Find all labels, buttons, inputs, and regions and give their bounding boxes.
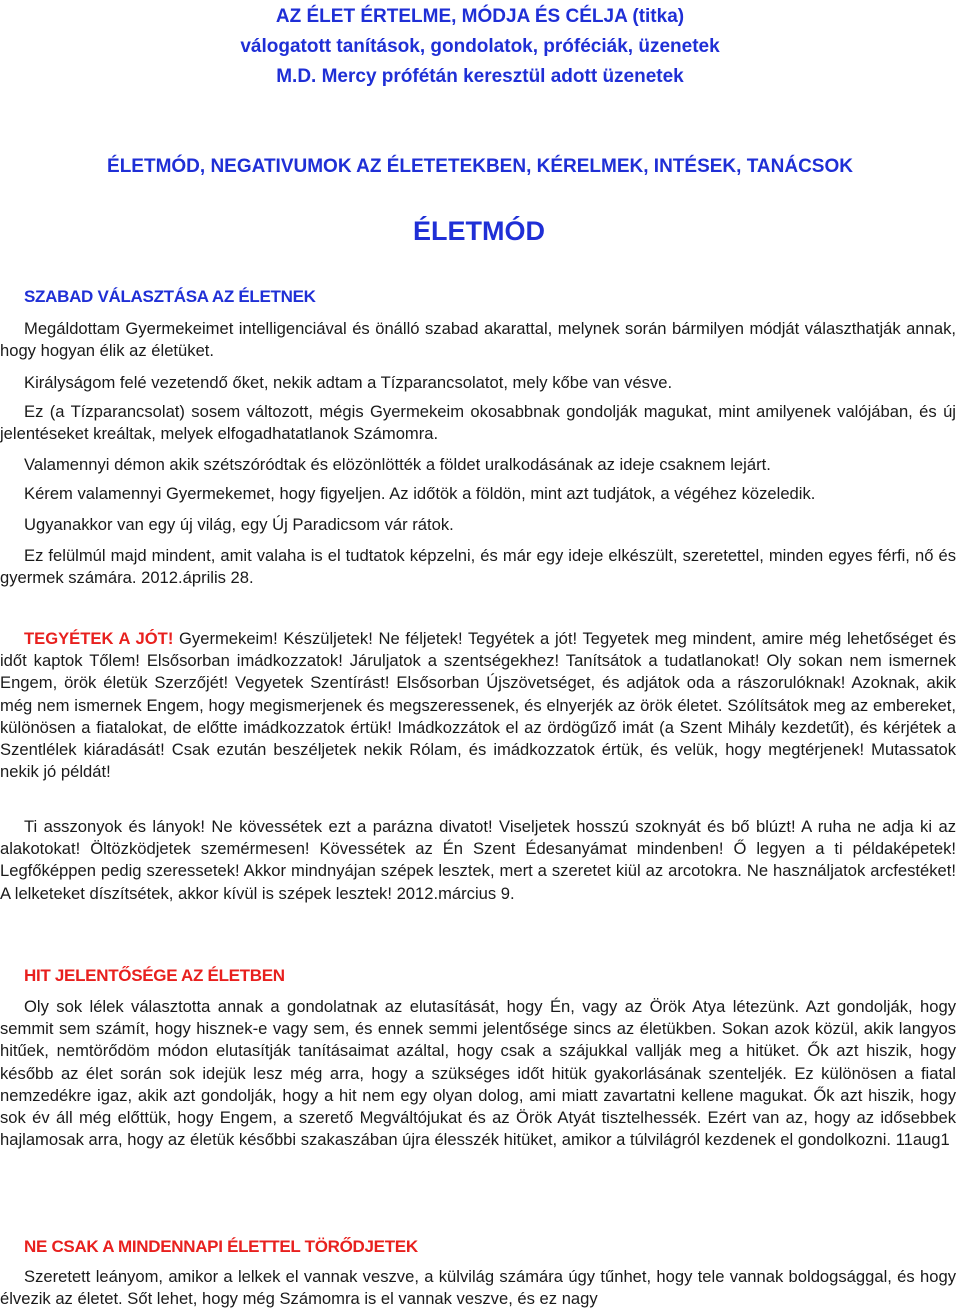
- paragraph-text: Ugyanakkor van egy új világ, egy Új Paradicsom vár rátok.: [24, 515, 454, 534]
- paragraph-text: Ez felülmúl majd mindent, amit valaha is el tudtatok képzelni, és már egy ideje elkészült, szeretettel, minden egyes férfi, nő és gyermek számára. 2012.április 28.: [0, 546, 956, 588]
- paragraph: [0, 318, 956, 362]
- paragraph: [0, 514, 956, 536]
- paragraph-text: Ti asszonyok és lányok! Ne kövessétek ezt a parázna divatot! Viseljetek hosszú szoknyát és bő blúzt! A ruha ne adja ki az alakotokat! Öltözködjetek szemérmesen! Kövessétek az Én Szent Édesanyámat mindenben! Ő legyen a ti példaképetek! Legfőképpen pedig szeressetek! Akkor mindnyájan szépek lesztek, mert a szeretet kiül az arcotokra. Ne használjatok arcfestéket! A lelketeket díszítsétek, akkor kívül is szépek lesztek! 2012.március 9.: [0, 817, 956, 903]
- inline-red-heading: TEGYÉTEK A JÓT!: [24, 629, 174, 648]
- document-source-line: M.D. Mercy prófétán keresztül adott üzenetek: [276, 66, 684, 87]
- paragraph: [0, 1266, 956, 1310]
- paragraph-text: Ez (a Tízparancsolat) sosem változott, mégis Gyermekeim okosabbnak gondolják magukat, mint amilyenek valójában, és új jelentéseket kreáltak, melyek elfogadhatatlanok Számomra.: [0, 402, 956, 444]
- paragraph-do-good: [0, 628, 956, 783]
- paragraph: [0, 372, 956, 394]
- paragraph: [0, 996, 956, 1151]
- subheading-daily-life: NE CSAK A MINDENNAPI ÉLETTEL TÖRŐDJETEK: [24, 1237, 418, 1256]
- paragraph-text: Szeretett leányom, amikor a lelkek el vannak veszve, a külvilág számára úgy tűnhet, hogy tele vannak boldogsággal, és hogy élvezik az életet. Sőt lehet, hogy még Számomra is el vannak veszve, és ez nagy: [0, 1267, 956, 1309]
- subheading-faith: HIT JELENTŐSÉGE AZ ÉLETBEN: [24, 966, 285, 985]
- document-subtitle: válogatott tanítások, gondolatok, próféciák, üzenetek: [240, 36, 720, 57]
- paragraph-text: Megáldottam Gyermekeimet intelligenciával és önálló szabad akarattal, melynek során bármilyen módját választhatják annak, hogy hogyan élik az életüket.: [0, 319, 956, 361]
- paragraph: [0, 545, 956, 589]
- paragraph-text: Gyermekeim! Készüljetek! Ne féljetek! Tegyétek a jót! Tegyetek meg mindent, amire még lehetőséget és időt kaptok Tőlem! Elsősorban imádkozzatok! Járuljatok a szentségekhez! Tanítsátok a tudatlanokat! Oly sokan nem ismernek Engem, örök életük Szerzőjét! Vegyetek Szentírást! Elsősorban Újszövetséget, és adjátok oda a rászorulóknak! Azoknak, akik még nem ismernek Engem, hogy megismerjenek és megszeressenek, és elnyerjék az örök életet. Szólítsátok meg az embereket, különösen a fiatalokat, de előtte imádkozzatok értük! Imádkozzátok el az ördögűző imát (a Szent Mihály kezdetűt), és kérjétek a Szentlélek kiáradását! Csak ezután beszéljetek nekik Rólam, és imádkozzatok értük, és velük, hogy megtérjenek! Mutassatok nekik jó példát!: [0, 629, 956, 782]
- paragraph: [0, 483, 956, 505]
- section-heading: ÉLETMÓD, NEGATIVUMOK AZ ÉLETETEKBEN, KÉRELMEK, INTÉSEK, TANÁCSOK: [107, 156, 853, 177]
- paragraph: [0, 816, 956, 905]
- chapter-heading: ÉLETMÓD: [413, 216, 545, 246]
- paragraph-text: Oly sok lélek választotta annak a gondolatnak az elutasítását, hogy Én, vagy az Örök Atya létezünk. Azt gondolják, hogy semmit sem számít, hogy hisznek-e vagy sem, és ennek semmi jelentősége sincs az életükben. Sokan azok közül, akik langyos hitűek, nemtörődöm módon elutasítják tanításaimat azáltal, hogy csak a szájukkal vallják meg a hitüket. Ők azt hiszik, hogy később az élet során sok idejük lesz még arra, hogy a szükséges időt hitük gyakorlásának szenteljék. Ez különösen a fiatal nemzedékre igaz, akik azt gondolják, hogy a hit nem egy olyan dolog, ami miatt zavartatni kellene magukat. Ők azt hiszik, hogy sok év áll még előttük, hogy Engem, a szerető Megváltójukat és az Örök Atyát tisztelhessék. Ezért van az, hogy az idősebbek hajlamosak arra, hogy az életük későbbi szakaszában újra élesszék hitüket, amikor a túlvilágról kezdenek el gondolkozni. 11aug1: [0, 997, 956, 1150]
- paragraph-text: Valamennyi démon akik szétszóródtak és elözönlötték a földet uralkodásának az ideje csaknem lejárt.: [24, 455, 771, 474]
- paragraph: [0, 454, 956, 476]
- subheading-free-choice: SZABAD VÁLASZTÁSA AZ ÉLETNEK: [24, 287, 316, 306]
- document-title: AZ ÉLET ÉRTELME, MÓDJA ÉS CÉLJA (titka): [275, 6, 685, 27]
- paragraph: [0, 401, 956, 445]
- paragraph-text: Királyságom felé vezetendő őket, nekik adtam a Tízparancsolatot, mely kőbe van vésve.: [24, 373, 673, 392]
- paragraph-text: Kérem valamennyi Gyermekemet, hogy figyeljen. Az időtök a földön, mint azt tudjátok, a végéhez közeledik.: [24, 484, 816, 503]
